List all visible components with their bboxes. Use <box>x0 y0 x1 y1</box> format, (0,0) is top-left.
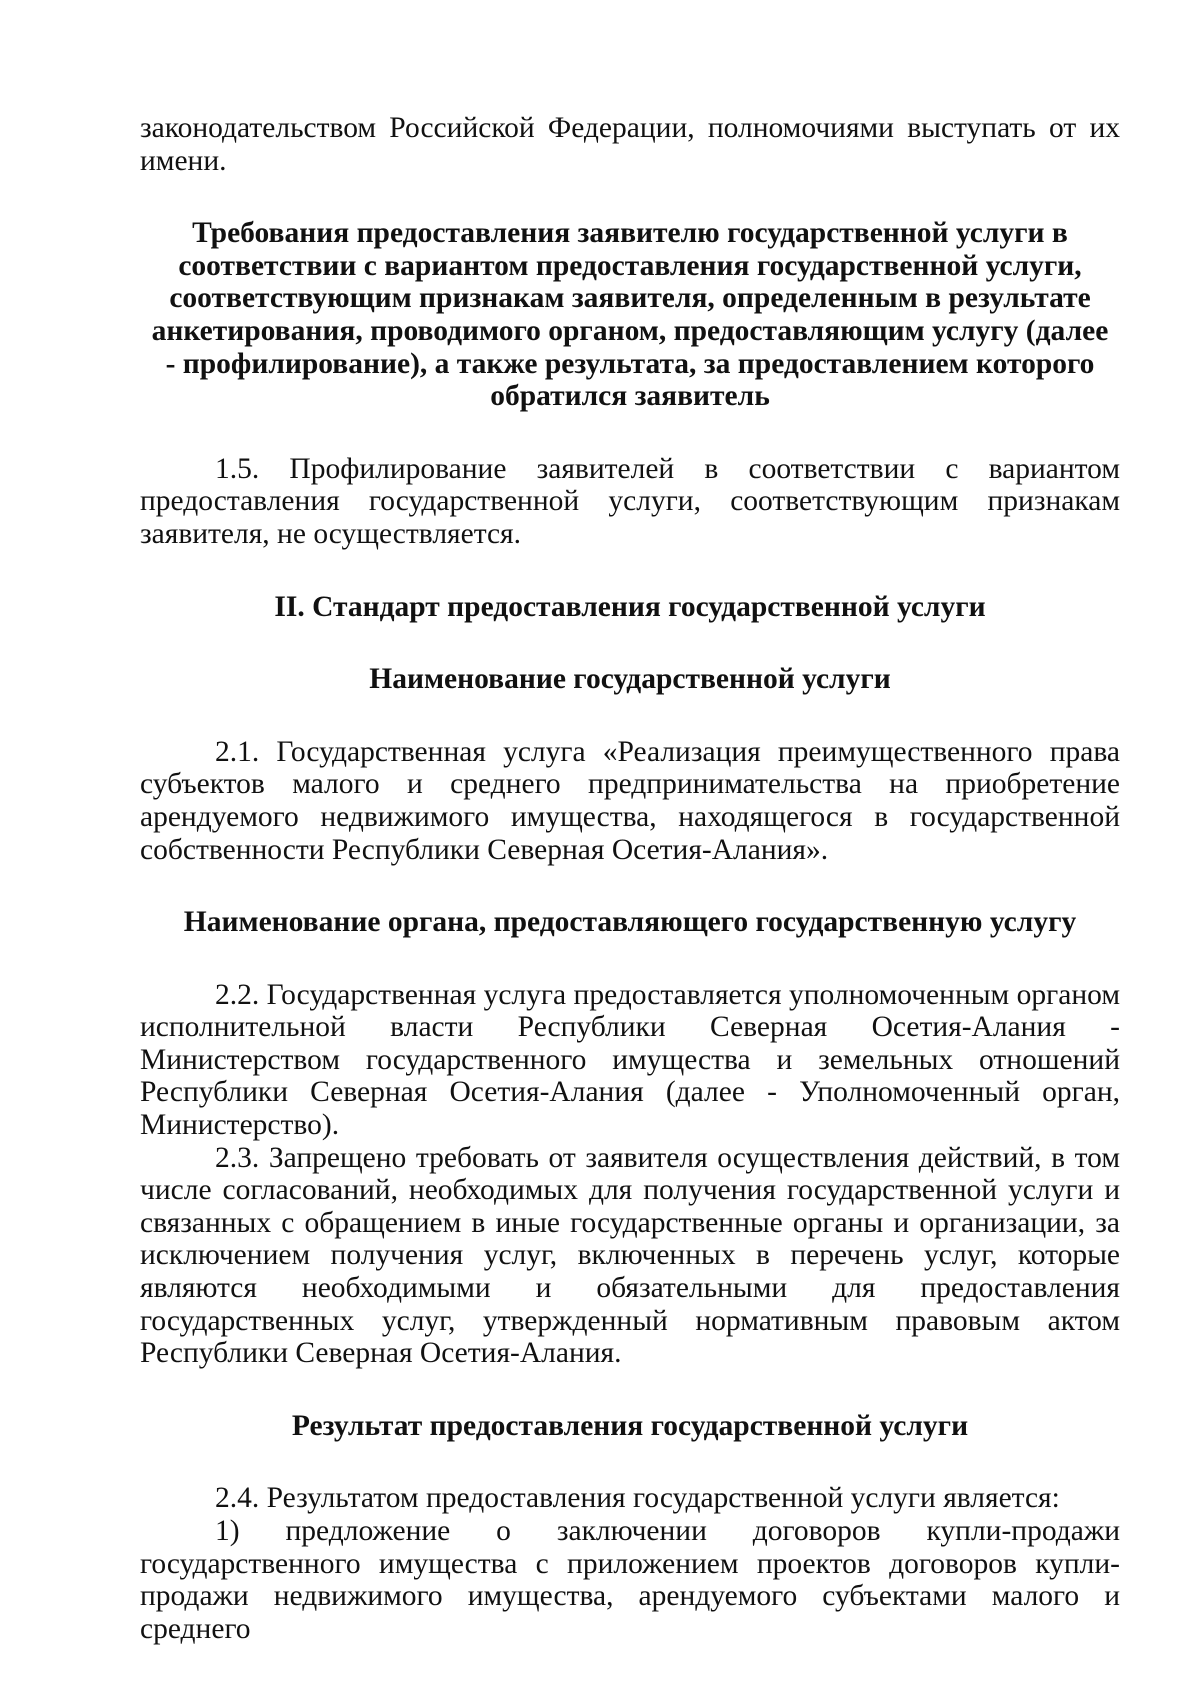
paragraph-2-4 <box>140 1482 1120 1515</box>
text-line: государственных услуг, утвержденный нормативным правовым актом <box>140 1304 1120 1337</box>
text-line: 2.2. Государственная услуга предоставляется уполномоченным органом <box>215 978 1120 1011</box>
heading-service-name: Наименование государственной услуги <box>369 663 891 696</box>
paragraph-2-4-item-1 <box>140 1515 1120 1645</box>
text-line: 1.5. Профилирование заявителей в соответствии с вариантом <box>215 452 1120 485</box>
text-line: 2.1. Государственная услуга «Реализация преимущественного права <box>215 735 1120 768</box>
text-line: продажи недвижимого имущества, арендуемого субъектами малого и среднего <box>140 1580 1120 1645</box>
text-line: заявителя, не осуществляется. <box>140 517 521 550</box>
heading-requirements: Требования предоставления заявителю государственной услуги в соответствии с вариантом предоставления государственной услуги, соответствующим признакам заявителя, определенным в результате анкетирования, проводимого органом, предоставляющим услугу (далее - профилирование), а также результата, за предоставлением которого обратился заявитель <box>151 217 1109 413</box>
text-line: исполнительной власти Республики Северная Осетия-Алания - <box>140 1011 1120 1044</box>
section-2-title: II. Стандарт предоставления государственной услуги <box>274 590 986 623</box>
text-line: имени. <box>140 144 227 177</box>
text-line: связанных с обращением в иные государственные органы и организации, за <box>140 1206 1120 1239</box>
document-page <box>140 112 1120 1645</box>
text-line: Республики Северная Осетия-Алания. <box>140 1337 622 1370</box>
heading-authority: Наименование органа, предоставляющего государственную услугу <box>183 906 1077 939</box>
text-line: 2.4. Результатом предоставления государственной услуги является: <box>215 1482 1060 1515</box>
text-line: арендуемого недвижимого имущества, находящегося в государственной <box>140 800 1120 833</box>
text-line: Министерством государственного имущества и земельных отношений <box>140 1043 1120 1076</box>
paragraph-2-1 <box>140 736 1120 866</box>
heading-result: Результат предоставления государственной услуги <box>291 1409 969 1442</box>
text-line: законодательством Российской Федерации, полномочиями выступать от их <box>140 112 1120 144</box>
text-line: государственного имущества с приложением проектов договоров купли- <box>140 1547 1120 1580</box>
intro-paragraph <box>140 112 1120 177</box>
paragraph-1-5 <box>140 453 1120 551</box>
text-line: Республики Северная Осетия-Алания (далее - Уполномоченный орган, <box>140 1076 1120 1109</box>
text-line: числе согласований, необходимых для получения государственной услуги и <box>140 1174 1120 1207</box>
text-line: собственности Республики Северная Осетия-Алания». <box>140 833 829 866</box>
text-line: субъектов малого и среднего предпринимательства на приобретение <box>140 768 1120 801</box>
paragraph-2-2 <box>140 979 1120 1142</box>
text-line: Министерство). <box>140 1109 340 1142</box>
text-line: предоставления государственной услуги, соответствующим признакам <box>140 485 1120 518</box>
text-line: являются необходимыми и обязательными для предоставления <box>140 1272 1120 1305</box>
text-line: 2.3. Запрещено требовать от заявителя осуществления действий, в том <box>215 1141 1120 1174</box>
text-line: исключением получения услуг, включенных в перечень услуг, которые <box>140 1239 1120 1272</box>
text-line: 1) предложение о заключении договоров купли-продажи <box>215 1515 1120 1547</box>
paragraph-2-3 <box>140 1142 1120 1370</box>
